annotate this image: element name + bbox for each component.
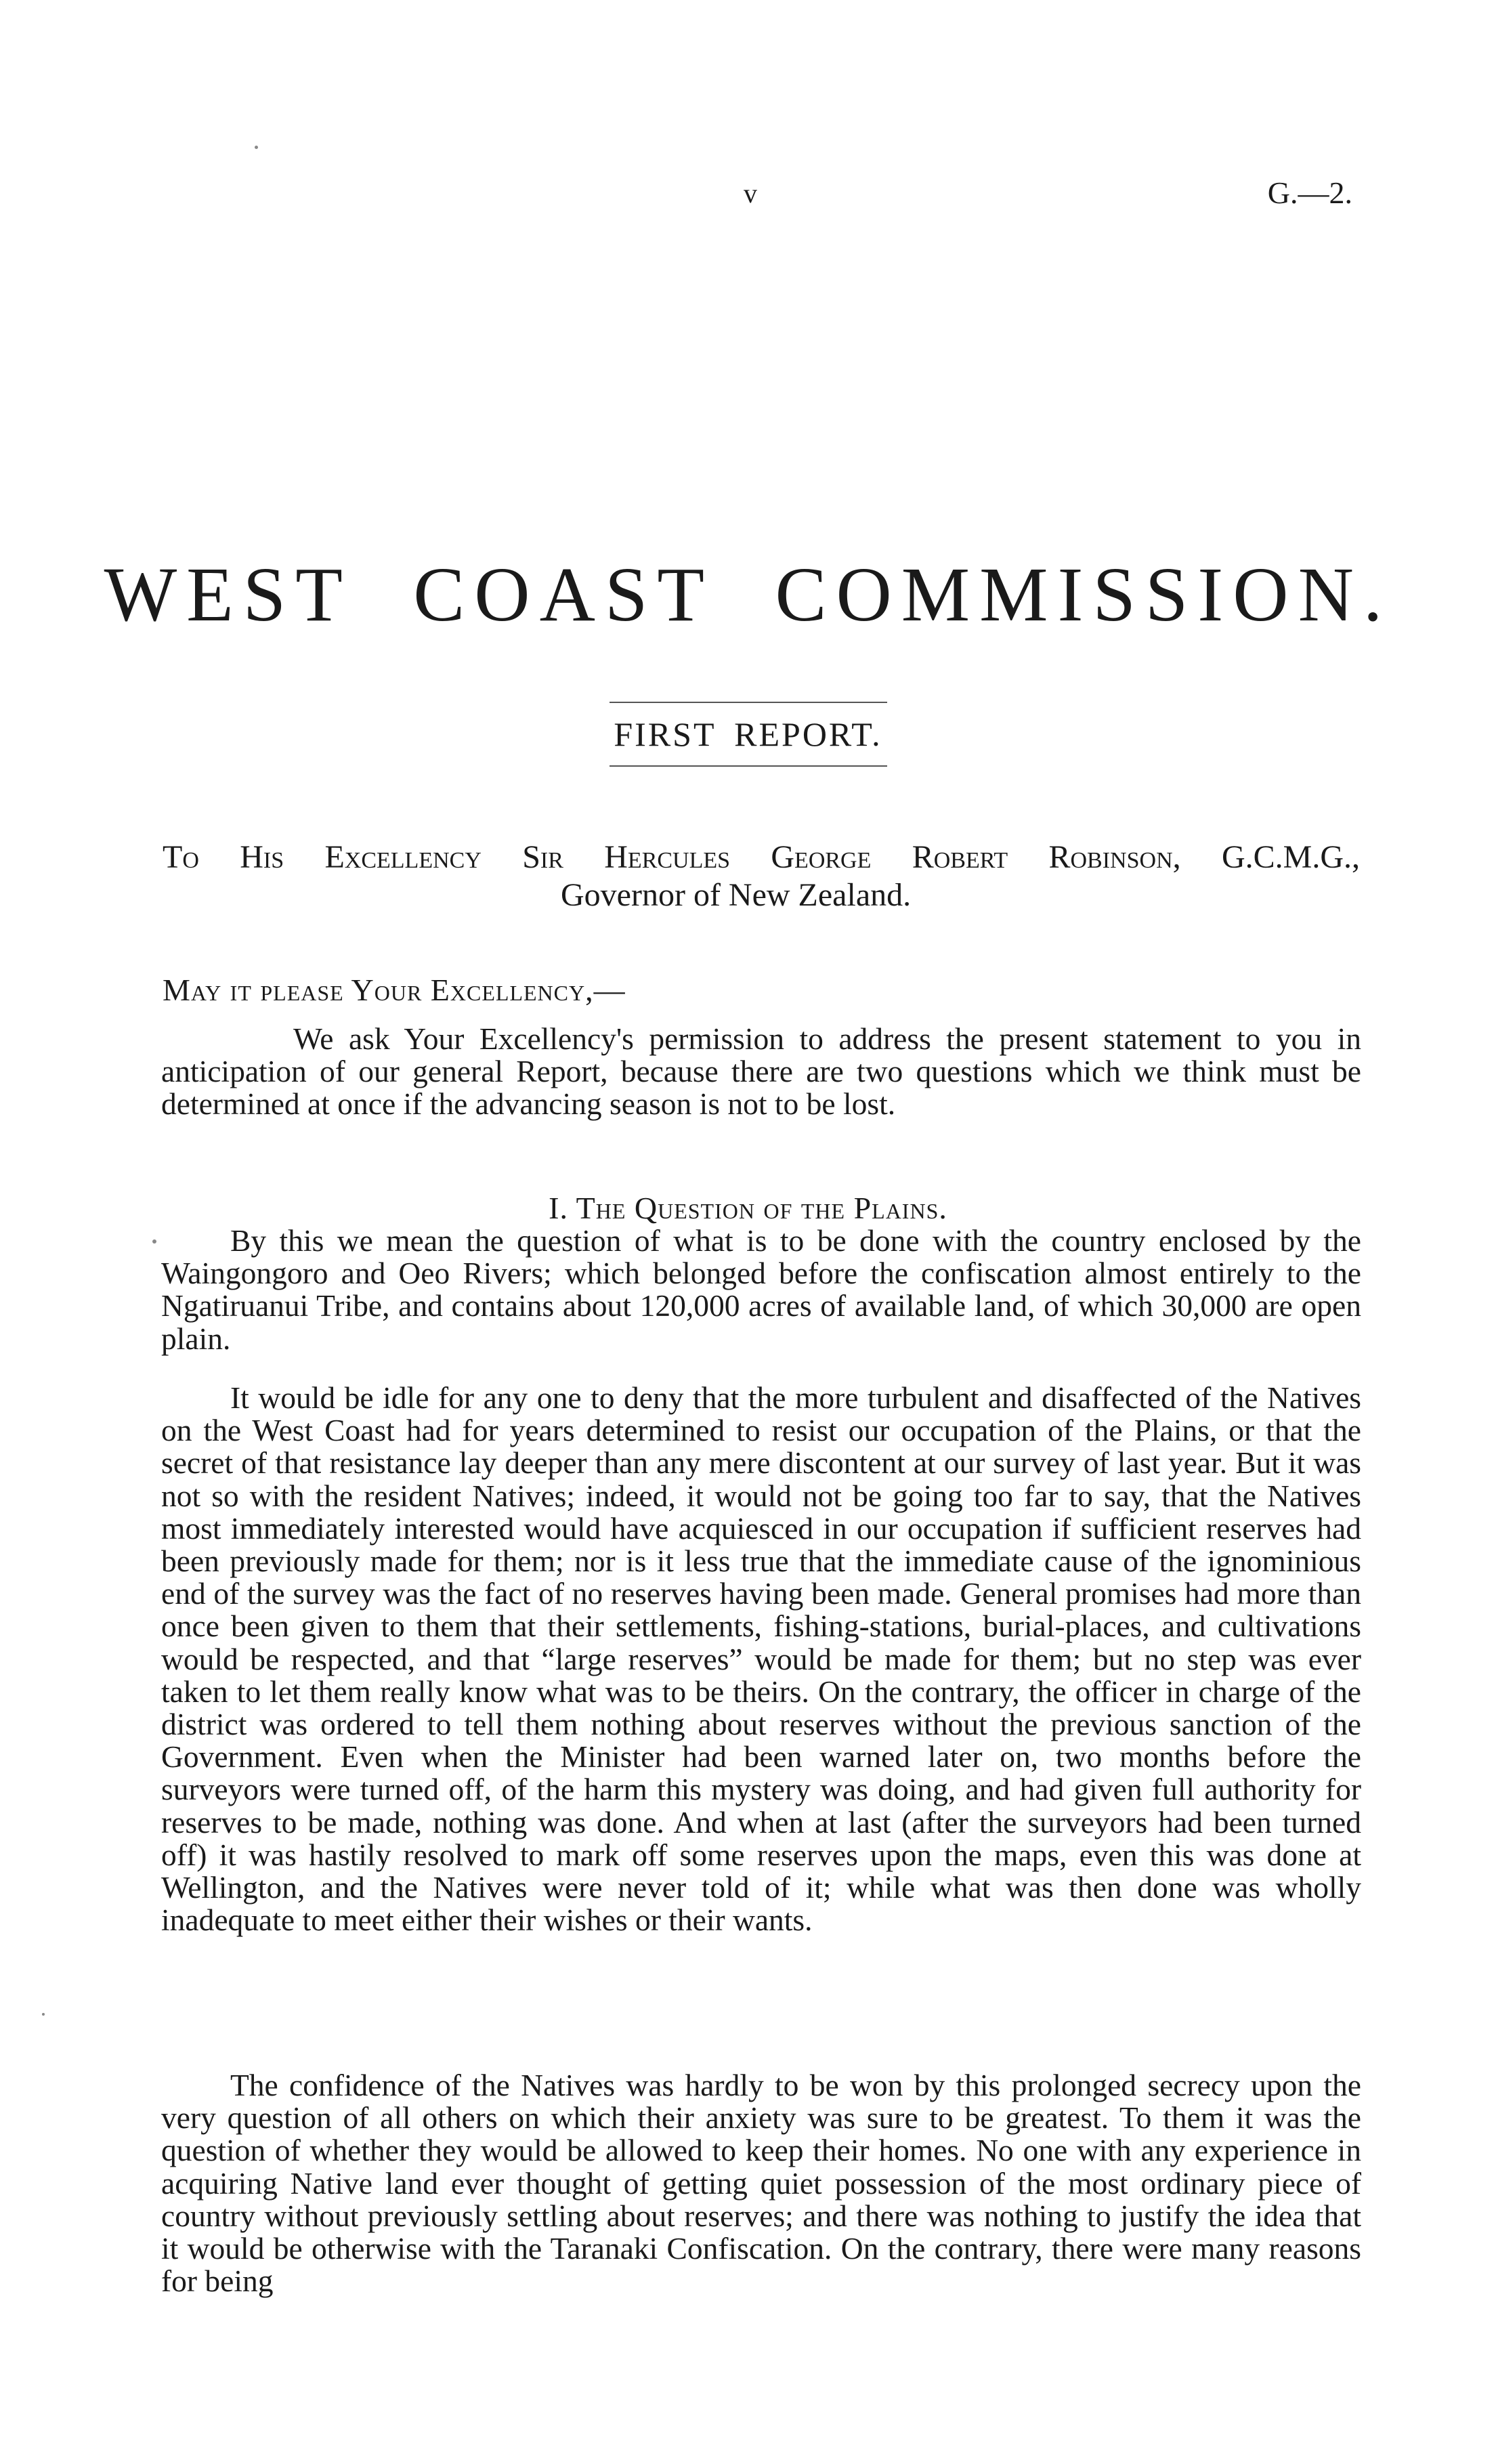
- paragraph-2: It would be idle for any one to deny that the more turbulent and disaffected of the Natives on the West Coast had for years determined to resist our occupation of the Plains, or that the secret of that resistance lay deeper than any mere discontent at our survey of last year. But it was not so with the resident Natives; indeed, it would not be going too far to say, that the Natives most immediately interested would have acquiesced in our occupation if sufficient reserves had been previously made for them; nor is it less true that the immediate cause of the ignominious end of the survey was the fact of no reserves having been made. General promises had more than once been given to them that their settlements, fishing-stations, burial-places, and cultivations would be respected, and that “large reserves” would be made for them; but no step was ever taken to let them really know what was to be theirs. On the contrary, the officer in charge of the district was ordered to tell them nothing about reserves without the previous sanction of the Government. Even when the Minister had been warned later on, two months before the surveyors were turned off, of the harm this mystery was doing, and had given full authority for reserves to be made, nothing was done. And when at last (after the surveyors had been turned off) it was hastily resolved to mark off some reserves upon the maps, even this was done at Wellington, and the Natives were never told of it; while what was then done was wholly inadequate to meet either their wishes or their wants.: [161, 1380, 1361, 1938]
- paragraph-1: By this we mean the question of what is to be done with the country enclosed by the Waingongoro and Oeo Rivers; which belonged before the confiscation almost entirely to the Ngatiruanui Tribe, and contains about 120,000 acres of available land, of which 30,000 are open plain.: [161, 1223, 1361, 1356]
- section-heading: I. The Question of the Plains.: [549, 1191, 947, 1225]
- margin-speck: [152, 1239, 156, 1244]
- title-rule-top: [610, 702, 887, 703]
- salutation: May it please Your Excellency,—: [163, 973, 626, 1007]
- title-rule-bottom: [610, 765, 887, 767]
- document-title: WEST COAST COMMISSION.: [104, 551, 1392, 637]
- paragraph-3: The confidence of the Natives was hardly to be won by this prolonged secrecy upon the very question of all others on which their anxiety was sure to be greatest. To them it was the question of whether they would be allowed to keep their homes. No one with any experience in acquiring Native land ever thought of getting quiet possession of the most ordinary piece of country without previously settling about reserves; and there was nothing to justify the idea that it would be otherwise with the Taranaki Confiscation. On the contrary, there were many reasons for being: [161, 2068, 1361, 2299]
- address-line-2: Governor of New Zealand.: [561, 877, 912, 913]
- page-number: v: [744, 178, 757, 209]
- address-line-1: To His Excellency Sir Hercules George Robert Robinson, G.C.M.G.,: [163, 839, 1360, 875]
- document-reference: G.—2.: [1267, 175, 1352, 210]
- margin-speck: [255, 146, 258, 149]
- report-subtitle: FIRST REPORT.: [614, 715, 882, 753]
- margin-speck: [42, 2013, 45, 2016]
- intro-paragraph: We ask Your Excellency's permission to address the present statement to you in anticipation of our general Report, because there are two questions which we think must be determined at once if the advancing season is not to be lost.: [161, 1021, 1361, 1122]
